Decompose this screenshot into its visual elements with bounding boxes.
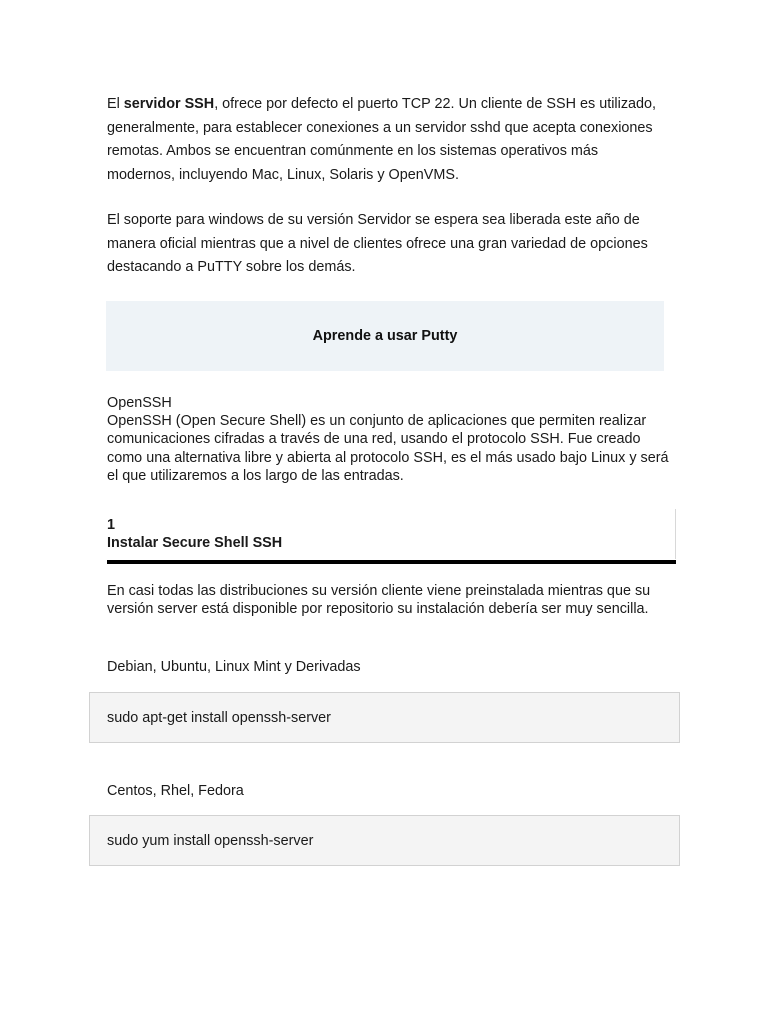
step-title: Instalar Secure Shell SSH bbox=[107, 535, 283, 551]
step-number: 1 bbox=[107, 517, 116, 533]
intro-prefix: El bbox=[107, 96, 124, 112]
step-divider bbox=[107, 560, 676, 564]
distro-label-debian: Debian, Ubuntu, Linux Mint y Derivadas bbox=[107, 659, 361, 675]
putty-cta-link[interactable]: Aprende a usar Putty bbox=[312, 328, 458, 344]
intro-rest: , ofrece por defecto el puerto TCP 22. Un cliente de SSH es utilizado, generalmente, para establecer conexiones a un servidor sshd que acepta conexiones remotas. Ambos se encuentran comúnmente en los sistemas operativos más modernos, incluyendo Mac, Linux, Solaris y OpenVMS. bbox=[107, 96, 657, 183]
code-block-centos[interactable] bbox=[89, 815, 680, 866]
windows-paragraph: El soporte para windows de su versión Servidor se espera sea liberada este año de manera oficial mientras que a nivel de clientes ofrece una gran variedad de opciones destacando a PuTTY sobre los demás. bbox=[107, 212, 648, 275]
putty-cta-box[interactable] bbox=[106, 301, 664, 371]
openssh-description: OpenSSH (Open Secure Shell) es un conjunto de aplicaciones que permiten realizar comunicaciones cifradas a través de una red, usando el protocolo SSH. Fue creado como una alternativa libre y abierta al protocolo SSH, es el más usado bajo Linux y será el que utilizaremos a los largo de las entradas. bbox=[107, 413, 669, 485]
step-header bbox=[107, 509, 676, 559]
openssh-heading: OpenSSH bbox=[107, 395, 172, 411]
command-centos[interactable]: sudo yum install openssh-server bbox=[107, 832, 314, 849]
distro-label-centos: Centos, Rhel, Fedora bbox=[107, 783, 244, 799]
intro-paragraph bbox=[107, 93, 667, 187]
code-block-debian[interactable] bbox=[89, 692, 680, 743]
intro-bold-term: servidor SSH bbox=[123, 96, 215, 112]
install-description: En casi todas las distribuciones su versión cliente viene preinstalada mientras que su versión server está disponible por repositorio su instalación debería ser muy sencilla. bbox=[107, 583, 651, 618]
command-debian[interactable]: sudo apt-get install openssh-server bbox=[107, 709, 331, 726]
